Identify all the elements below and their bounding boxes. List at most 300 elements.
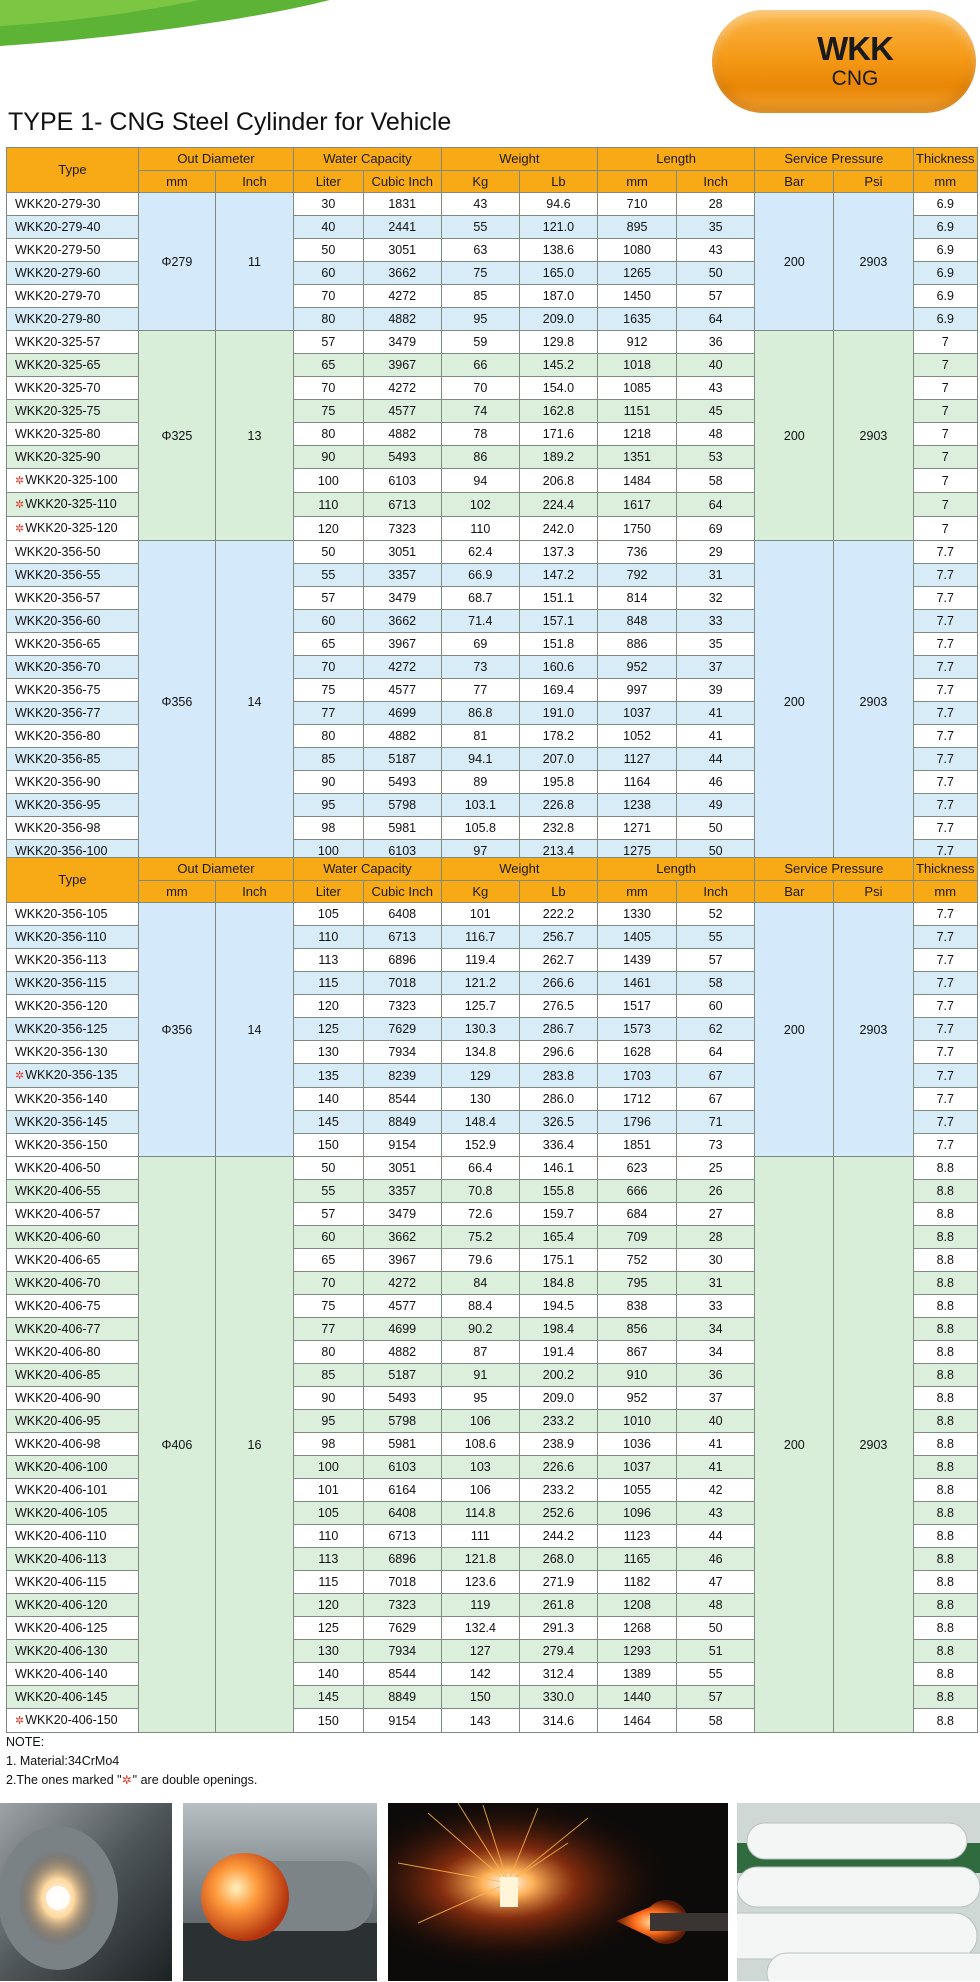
header-water-capacity: Water Capacity [294, 148, 442, 171]
cell-type [7, 216, 139, 239]
cell-length-mm: 1037 [597, 1456, 676, 1479]
cell-liter: 90 [294, 446, 364, 469]
cell-pressure-psi: 2903 [834, 193, 913, 331]
cell-length-inch: 43 [677, 1502, 755, 1525]
cell-weight-kg: 43 [441, 193, 519, 216]
header-unit: Inch [215, 171, 293, 193]
cell-liter: 80 [294, 423, 364, 446]
cell-weight-lb: 213.4 [519, 840, 597, 863]
cell-weight-lb: 314.6 [519, 1709, 597, 1733]
cell-length-inch: 55 [677, 1663, 755, 1686]
cell-cubic-inch: 1831 [363, 193, 441, 216]
cell-liter: 60 [294, 262, 364, 285]
cell-length-inch: 62 [677, 1018, 755, 1041]
cell-liter: 65 [294, 633, 364, 656]
cell-weight-lb: 291.3 [519, 1617, 597, 1640]
cell-length-mm: 1351 [597, 446, 676, 469]
cell-length-mm: 1293 [597, 1640, 676, 1663]
cell-type [7, 926, 139, 949]
cell-liter: 40 [294, 216, 364, 239]
cell-length-mm: 838 [597, 1295, 676, 1318]
cell-thickness: 7 [913, 354, 977, 377]
cell-type-label: WKK20-406-75 [15, 1299, 101, 1313]
header-out-diameter: Out Diameter [138, 858, 293, 881]
cell-length-inch: 33 [677, 1295, 755, 1318]
cell-type [7, 679, 139, 702]
cell-type [7, 972, 139, 995]
cell-type-label: WKK20-406-80 [15, 1345, 101, 1359]
cell-cubic-inch: 6408 [363, 903, 441, 926]
cell-thickness: 8.8 [913, 1341, 977, 1364]
header-unit: Lb [519, 171, 597, 193]
photo-sparks-machining [388, 1803, 728, 1981]
cell-length-inch: 73 [677, 1134, 755, 1157]
cell-length-inch: 51 [677, 1640, 755, 1663]
cell-type [7, 725, 139, 748]
cell-type [7, 1433, 139, 1456]
cell-thickness: 7.7 [913, 995, 977, 1018]
cell-length-mm: 1123 [597, 1525, 676, 1548]
cell-cubic-inch: 3479 [363, 587, 441, 610]
cell-weight-lb: 232.8 [519, 817, 597, 840]
cell-type-label: WKK20-406-50 [15, 1161, 101, 1175]
table-row [7, 331, 978, 354]
cell-thickness: 8.8 [913, 1295, 977, 1318]
cell-type-label: WKK20-406-100 [15, 1460, 108, 1474]
cell-length-inch: 67 [677, 1088, 755, 1111]
header-unit: Cubic Inch [363, 881, 441, 903]
header-type: Type [7, 858, 139, 903]
cell-liter: 70 [294, 285, 364, 308]
cell-type [7, 193, 139, 216]
cell-liter: 105 [294, 903, 364, 926]
cell-diameter-inch: 14 [215, 541, 293, 863]
cell-weight-lb: 268.0 [519, 1548, 597, 1571]
cell-length-mm: 1080 [597, 239, 676, 262]
cell-length-inch: 33 [677, 610, 755, 633]
cell-cubic-inch: 6103 [363, 840, 441, 863]
header-unit: Cubic Inch [363, 171, 441, 193]
cell-length-mm: 1405 [597, 926, 676, 949]
cell-length-mm: 1573 [597, 1018, 676, 1041]
cell-cubic-inch: 6103 [363, 1456, 441, 1479]
logo-sub-text: CNG [831, 67, 879, 90]
cell-cubic-inch: 4882 [363, 725, 441, 748]
cell-weight-kg: 63 [441, 239, 519, 262]
cell-type-label: WKK20-325-100 [25, 473, 118, 487]
cell-thickness: 7.7 [913, 817, 977, 840]
cell-diameter-mm: Φ356 [138, 903, 215, 1157]
cell-length-inch: 58 [677, 972, 755, 995]
cell-type [7, 748, 139, 771]
cell-weight-kg: 130 [441, 1088, 519, 1111]
cell-length-inch: 60 [677, 995, 755, 1018]
header-unit: Kg [441, 881, 519, 903]
cell-length-mm: 1517 [597, 995, 676, 1018]
cell-weight-lb: 266.6 [519, 972, 597, 995]
cell-length-mm: 1628 [597, 1041, 676, 1064]
header-type: Type [7, 148, 139, 193]
cell-cubic-inch: 6713 [363, 1525, 441, 1548]
spec-table-2 [6, 857, 978, 1733]
cell-liter: 65 [294, 354, 364, 377]
cell-type-label: WKK20-406-90 [15, 1391, 101, 1405]
cell-length-mm: 952 [597, 1387, 676, 1410]
cell-length-inch: 55 [677, 926, 755, 949]
cell-thickness: 8.8 [913, 1571, 977, 1594]
cell-weight-kg: 103.1 [441, 794, 519, 817]
cell-liter: 75 [294, 679, 364, 702]
cell-diameter-mm: Φ325 [138, 331, 215, 541]
cell-length-mm: 1164 [597, 771, 676, 794]
cell-diameter-inch: 13 [215, 331, 293, 541]
cell-length-mm: 1389 [597, 1663, 676, 1686]
cell-type [7, 817, 139, 840]
cell-weight-lb: 330.0 [519, 1686, 597, 1709]
cell-weight-kg: 70 [441, 377, 519, 400]
cell-weight-lb: 195.8 [519, 771, 597, 794]
cell-length-inch: 57 [677, 285, 755, 308]
cell-thickness: 8.8 [913, 1686, 977, 1709]
cell-type [7, 1686, 139, 1709]
cell-type-label: WKK20-356-57 [15, 591, 101, 605]
cell-weight-kg: 148.4 [441, 1111, 519, 1134]
cell-length-inch: 47 [677, 1571, 755, 1594]
cell-type [7, 1525, 139, 1548]
cell-type-label: WKK20-279-60 [15, 266, 101, 280]
cell-thickness: 8.8 [913, 1502, 977, 1525]
cell-type-label: WKK20-356-113 [15, 953, 107, 967]
cell-liter: 77 [294, 702, 364, 725]
cell-cubic-inch: 4699 [363, 1318, 441, 1341]
cell-type [7, 903, 139, 926]
header-unit: mm [597, 881, 676, 903]
cell-type-label: WKK20-279-40 [15, 220, 101, 234]
cell-thickness: 7.7 [913, 702, 977, 725]
photo-white-cylinders [737, 1803, 980, 1981]
cell-weight-kg: 71.4 [441, 610, 519, 633]
cell-type [7, 493, 139, 517]
cell-weight-kg: 143 [441, 1709, 519, 1733]
table-row [7, 903, 978, 926]
notes-heading: NOTE: [6, 1735, 45, 1749]
table-header-row [7, 858, 978, 881]
cell-cubic-inch: 6896 [363, 949, 441, 972]
cell-length-mm: 1010 [597, 1410, 676, 1433]
cell-type-label: WKK20-356-140 [15, 1092, 108, 1106]
cell-liter: 55 [294, 564, 364, 587]
header-length: Length [597, 858, 754, 881]
cell-cubic-inch: 7018 [363, 1571, 441, 1594]
cell-type-label: WKK20-356-130 [15, 1045, 108, 1059]
cell-weight-kg: 123.6 [441, 1571, 519, 1594]
cell-weight-lb: 244.2 [519, 1525, 597, 1548]
double-opening-star-icon: ✲ [15, 499, 25, 511]
cell-type [7, 587, 139, 610]
cell-length-inch: 43 [677, 377, 755, 400]
cell-liter: 75 [294, 400, 364, 423]
cell-length-mm: 1182 [597, 1571, 676, 1594]
cell-liter: 100 [294, 840, 364, 863]
cell-weight-kg: 114.8 [441, 1502, 519, 1525]
cell-type-label: WKK20-279-80 [15, 312, 101, 326]
cell-diameter-mm: Φ279 [138, 193, 215, 331]
cell-weight-kg: 88.4 [441, 1295, 519, 1318]
cell-weight-lb: 165.4 [519, 1226, 597, 1249]
header-unit: Kg [441, 171, 519, 193]
cell-weight-lb: 261.8 [519, 1594, 597, 1617]
cell-weight-lb: 171.6 [519, 423, 597, 446]
cell-weight-lb: 276.5 [519, 995, 597, 1018]
cell-length-mm: 1330 [597, 903, 676, 926]
cell-liter: 145 [294, 1686, 364, 1709]
cell-weight-lb: 262.7 [519, 949, 597, 972]
cell-pressure-bar: 200 [755, 331, 834, 541]
cell-weight-lb: 198.4 [519, 1318, 597, 1341]
cell-length-inch: 50 [677, 817, 755, 840]
cell-weight-lb: 224.4 [519, 493, 597, 517]
cell-type-label: WKK20-325-110 [25, 497, 117, 511]
cell-type [7, 308, 139, 331]
cell-type [7, 331, 139, 354]
cell-length-mm: 1617 [597, 493, 676, 517]
cell-cubic-inch: 4882 [363, 423, 441, 446]
cell-type [7, 1594, 139, 1617]
cell-cubic-inch: 9154 [363, 1134, 441, 1157]
cell-weight-lb: 121.0 [519, 216, 597, 239]
cell-thickness: 8.8 [913, 1617, 977, 1640]
table-row [7, 541, 978, 564]
cell-weight-lb: 169.4 [519, 679, 597, 702]
cell-cubic-inch: 5493 [363, 771, 441, 794]
cell-length-inch: 64 [677, 308, 755, 331]
cell-cubic-inch: 4882 [363, 308, 441, 331]
cell-type-label: WKK20-406-77 [15, 1322, 101, 1336]
cell-length-mm: 1796 [597, 1111, 676, 1134]
cell-type-label: WKK20-406-98 [15, 1437, 101, 1451]
cell-cubic-inch: 3967 [363, 354, 441, 377]
cell-weight-lb: 209.0 [519, 308, 597, 331]
cell-type-label: WKK20-406-113 [15, 1552, 107, 1566]
cell-weight-kg: 87 [441, 1341, 519, 1364]
cell-length-mm: 1055 [597, 1479, 676, 1502]
header-unit: Psi [834, 171, 913, 193]
cell-liter: 95 [294, 1410, 364, 1433]
cell-weight-kg: 108.6 [441, 1433, 519, 1456]
cell-weight-lb: 283.8 [519, 1064, 597, 1088]
cell-weight-kg: 111 [441, 1525, 519, 1548]
cell-weight-lb: 252.6 [519, 1502, 597, 1525]
cell-liter: 130 [294, 1041, 364, 1064]
cell-liter: 98 [294, 817, 364, 840]
header-thickness: Thickness [913, 148, 977, 171]
cell-liter: 57 [294, 1203, 364, 1226]
cell-liter: 140 [294, 1663, 364, 1686]
cell-thickness: 7.7 [913, 1111, 977, 1134]
cell-thickness: 7.7 [913, 771, 977, 794]
cell-cubic-inch: 3357 [363, 564, 441, 587]
table-header-row [7, 148, 978, 171]
cell-length-mm: 1440 [597, 1686, 676, 1709]
cell-type-label: WKK20-356-70 [15, 660, 101, 674]
cell-cubic-inch: 3967 [363, 1249, 441, 1272]
cell-length-inch: 41 [677, 702, 755, 725]
cell-thickness: 7.7 [913, 794, 977, 817]
cell-length-mm: 1439 [597, 949, 676, 972]
cell-liter: 80 [294, 1341, 364, 1364]
cell-weight-lb: 191.0 [519, 702, 597, 725]
cell-cubic-inch: 8544 [363, 1663, 441, 1686]
cell-weight-lb: 242.0 [519, 517, 597, 541]
cell-weight-lb: 226.6 [519, 1456, 597, 1479]
cell-length-inch: 31 [677, 564, 755, 587]
cell-liter: 55 [294, 1180, 364, 1203]
cell-length-inch: 50 [677, 262, 755, 285]
cell-length-mm: 912 [597, 331, 676, 354]
cell-weight-lb: 296.6 [519, 1041, 597, 1064]
cell-thickness: 7.7 [913, 1064, 977, 1088]
cell-type-label: WKK20-356-90 [15, 775, 101, 789]
cell-weight-kg: 72.6 [441, 1203, 519, 1226]
cell-weight-kg: 62.4 [441, 541, 519, 564]
cell-weight-lb: 200.2 [519, 1364, 597, 1387]
cell-type [7, 1018, 139, 1041]
cell-liter: 80 [294, 308, 364, 331]
cell-length-mm: 1265 [597, 262, 676, 285]
cell-weight-kg: 97 [441, 840, 519, 863]
cell-liter: 145 [294, 1111, 364, 1134]
cell-diameter-mm: Φ406 [138, 1157, 215, 1733]
cell-thickness: 8.8 [913, 1709, 977, 1733]
cell-thickness: 8.8 [913, 1663, 977, 1686]
cell-thickness: 8.8 [913, 1364, 977, 1387]
cell-weight-lb: 238.9 [519, 1433, 597, 1456]
cell-type-label: WKK20-406-130 [15, 1644, 108, 1658]
cell-length-mm: 1464 [597, 1709, 676, 1733]
cell-weight-kg: 110 [441, 517, 519, 541]
cell-cubic-inch: 4577 [363, 679, 441, 702]
cell-type-label: WKK20-356-60 [15, 614, 101, 628]
cell-cubic-inch: 4577 [363, 1295, 441, 1318]
star-marker-icon: ✲ [121, 1773, 132, 1787]
cell-length-mm: 1271 [597, 817, 676, 840]
cell-length-mm: 1750 [597, 517, 676, 541]
brand-logo [712, 10, 976, 113]
cell-type [7, 610, 139, 633]
cell-cubic-inch: 4699 [363, 702, 441, 725]
cell-liter: 150 [294, 1134, 364, 1157]
header-unit: mm [138, 881, 215, 903]
cell-type-label: WKK20-279-50 [15, 243, 101, 257]
cell-type-label: WKK20-406-85 [15, 1368, 101, 1382]
cell-weight-kg: 55 [441, 216, 519, 239]
cell-type [7, 377, 139, 400]
cell-length-inch: 35 [677, 633, 755, 656]
cell-type-label: WKK20-325-75 [15, 404, 101, 418]
header-length: Length [597, 148, 754, 171]
cell-thickness: 7.7 [913, 1041, 977, 1064]
cell-thickness: 7 [913, 517, 977, 541]
cell-type-label: WKK20-356-100 [15, 844, 108, 858]
cell-type [7, 1479, 139, 1502]
cell-length-inch: 34 [677, 1318, 755, 1341]
cell-type [7, 446, 139, 469]
cell-length-mm: 1085 [597, 377, 676, 400]
cell-weight-kg: 68.7 [441, 587, 519, 610]
cell-diameter-inch: 16 [215, 1157, 293, 1733]
cell-length-inch: 40 [677, 354, 755, 377]
cell-weight-kg: 90.2 [441, 1318, 519, 1341]
cell-cubic-inch: 3967 [363, 633, 441, 656]
cell-weight-lb: 286.0 [519, 1088, 597, 1111]
cell-thickness: 8.8 [913, 1272, 977, 1295]
cell-type-label: WKK20-406-70 [15, 1276, 101, 1290]
cell-liter: 130 [294, 1640, 364, 1663]
cell-length-inch: 50 [677, 840, 755, 863]
cell-length-mm: 736 [597, 541, 676, 564]
cell-weight-lb: 191.4 [519, 1341, 597, 1364]
cell-type-label: WKK20-356-145 [15, 1115, 108, 1129]
cell-length-inch: 50 [677, 1617, 755, 1640]
cell-weight-kg: 127 [441, 1640, 519, 1663]
cell-cubic-inch: 6408 [363, 1502, 441, 1525]
cell-thickness: 8.8 [913, 1180, 977, 1203]
cell-weight-kg: 75 [441, 262, 519, 285]
cell-pressure-psi: 2903 [834, 903, 913, 1157]
cell-cubic-inch: 4577 [363, 400, 441, 423]
cell-liter: 95 [294, 794, 364, 817]
cell-thickness: 8.8 [913, 1318, 977, 1341]
cell-liter: 110 [294, 493, 364, 517]
cell-cubic-inch: 8544 [363, 1088, 441, 1111]
cell-weight-kg: 59 [441, 331, 519, 354]
cell-cubic-inch: 8849 [363, 1111, 441, 1134]
cell-type-label: WKK20-325-90 [15, 450, 101, 464]
cell-thickness: 7 [913, 446, 977, 469]
cell-cubic-inch: 4882 [363, 1341, 441, 1364]
cell-liter: 120 [294, 995, 364, 1018]
cell-thickness: 8.8 [913, 1157, 977, 1180]
cell-weight-lb: 271.9 [519, 1571, 597, 1594]
cell-type [7, 1272, 139, 1295]
cell-length-inch: 67 [677, 1064, 755, 1088]
cell-type-label: WKK20-356-135 [25, 1068, 118, 1082]
cell-type [7, 702, 139, 725]
cell-cubic-inch: 7323 [363, 995, 441, 1018]
cell-type [7, 1548, 139, 1571]
cell-thickness: 8.8 [913, 1203, 977, 1226]
cell-type-label: WKK20-406-57 [15, 1207, 101, 1221]
cell-type [7, 633, 139, 656]
cell-thickness: 7.7 [913, 656, 977, 679]
cell-type [7, 1364, 139, 1387]
cell-length-inch: 57 [677, 949, 755, 972]
cell-pressure-bar: 200 [755, 193, 834, 331]
cell-pressure-bar: 200 [755, 541, 834, 863]
cell-cubic-inch: 5798 [363, 1410, 441, 1433]
cell-weight-lb: 94.6 [519, 193, 597, 216]
cell-cubic-inch: 7323 [363, 517, 441, 541]
cell-weight-lb: 326.5 [519, 1111, 597, 1134]
cell-weight-lb: 207.0 [519, 748, 597, 771]
cell-thickness: 7 [913, 377, 977, 400]
photo-hot-cylinder-forming [183, 1803, 377, 1981]
cell-weight-kg: 101 [441, 903, 519, 926]
cell-weight-kg: 125.7 [441, 995, 519, 1018]
cell-cubic-inch: 8239 [363, 1064, 441, 1088]
cell-cubic-inch: 7629 [363, 1617, 441, 1640]
cell-weight-kg: 73 [441, 656, 519, 679]
